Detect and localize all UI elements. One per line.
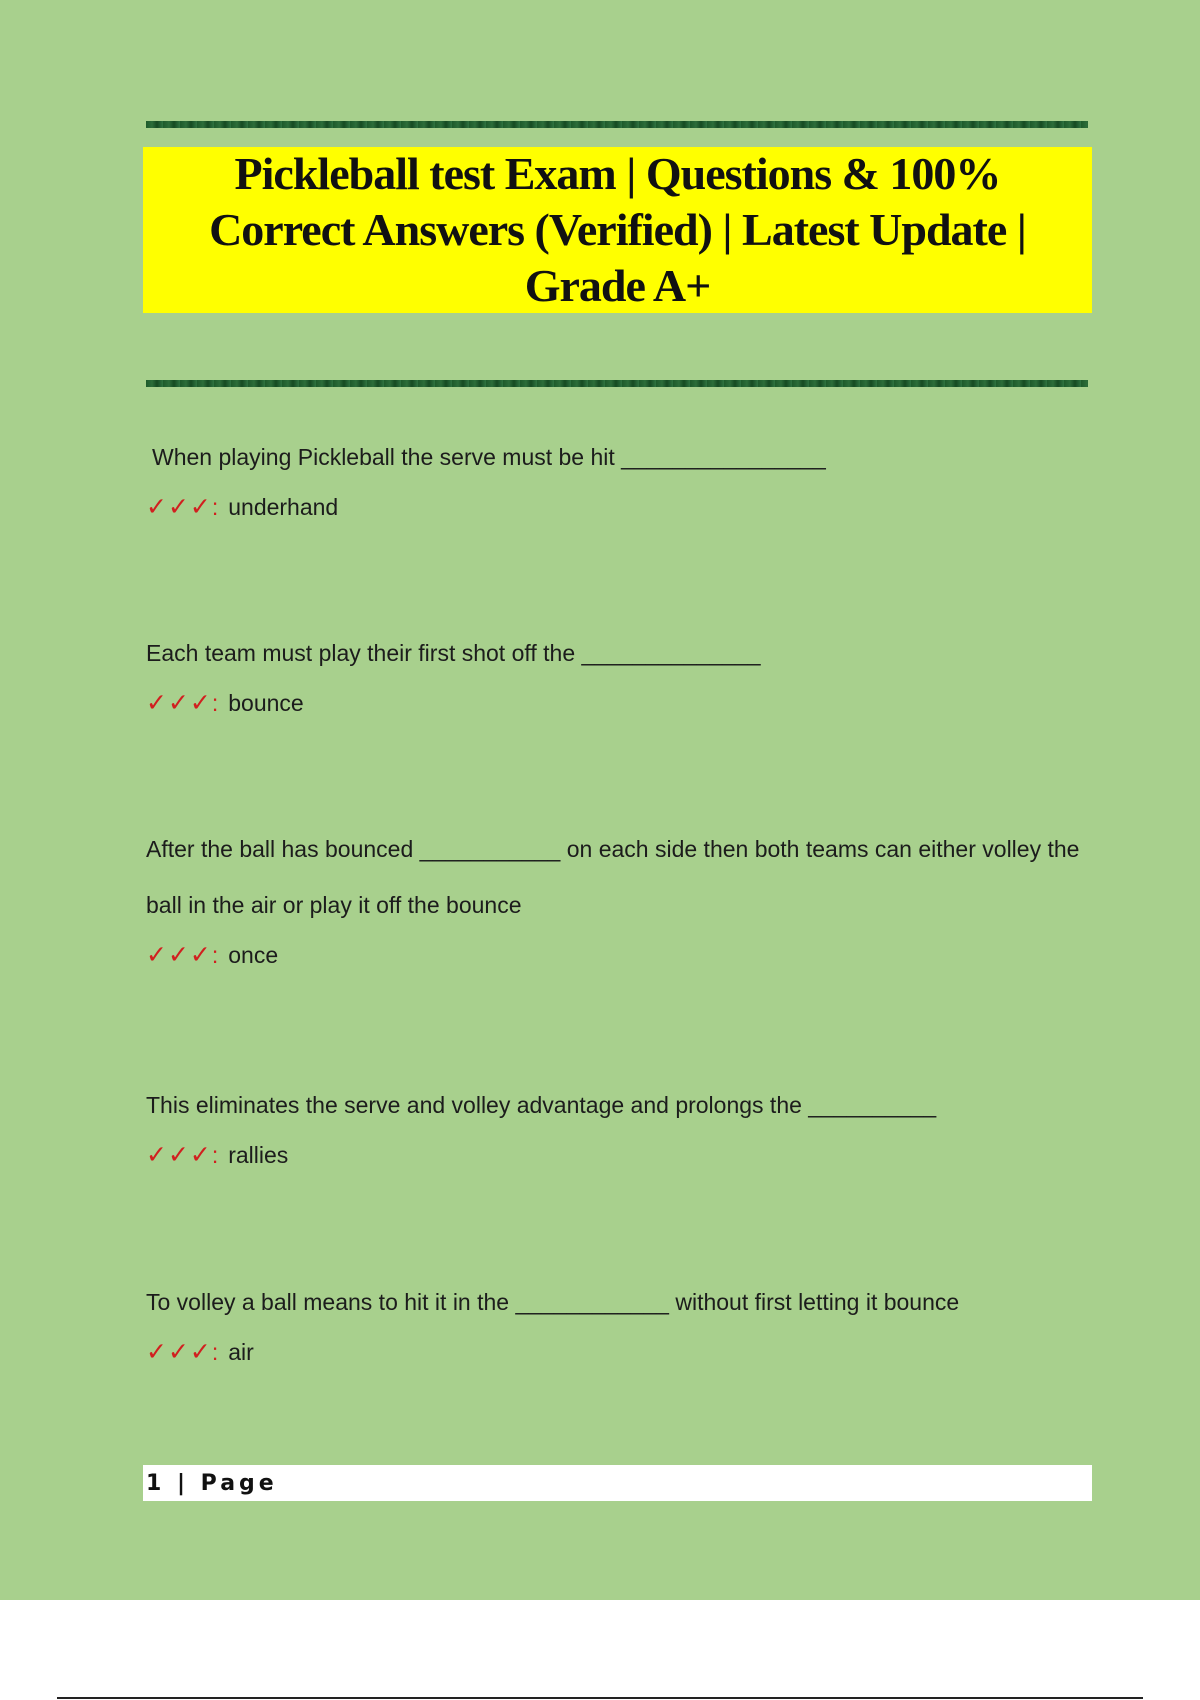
check-marks-icon: ✓✓✓ bbox=[146, 1140, 212, 1169]
answer-line bbox=[146, 687, 1096, 719]
answer-text: bounce bbox=[228, 690, 304, 716]
answer-text: air bbox=[228, 1339, 254, 1365]
answer-colon: : bbox=[211, 942, 219, 968]
answer-text: rallies bbox=[228, 1142, 289, 1168]
answer-line bbox=[146, 939, 1096, 971]
answer-colon: : bbox=[211, 690, 219, 716]
qa-item-4 bbox=[146, 1077, 1096, 1171]
check-marks-icon: ✓✓✓ bbox=[146, 940, 212, 969]
next-page-divider bbox=[57, 1697, 1143, 1699]
title-banner bbox=[143, 147, 1092, 313]
document-title: Pickleball test Exam | Questions & 100% Correct Answers (Verified) | Latest Update | Grade A+ bbox=[209, 148, 1026, 311]
page-footer bbox=[143, 1465, 1092, 1501]
check-marks-icon: ✓✓✓ bbox=[146, 1337, 212, 1366]
question-text: After the ball has bounced ___________ on each side then both teams can either volley the ball in the air or play it off the bounce bbox=[146, 836, 1080, 918]
qa-item-3 bbox=[146, 821, 1096, 971]
answer-line bbox=[146, 1139, 1096, 1171]
qa-item-1 bbox=[146, 429, 1096, 523]
answer-text: once bbox=[228, 942, 279, 968]
check-marks-icon: ✓✓✓ bbox=[146, 688, 212, 717]
check-marks-icon: ✓✓✓ bbox=[146, 492, 212, 521]
answer-colon: : bbox=[211, 1339, 219, 1365]
bottom-decorative-rule bbox=[146, 380, 1088, 387]
question-text: This eliminates the serve and volley advantage and prolongs the __________ bbox=[146, 1092, 937, 1118]
question-text: To volley a ball means to hit it in the ____________ without first letting it bounce bbox=[146, 1289, 960, 1315]
qa-item-2 bbox=[146, 625, 1096, 719]
question-text: Each team must play their first shot off the ______________ bbox=[146, 640, 761, 666]
answer-line bbox=[146, 491, 1096, 523]
qa-item-5 bbox=[146, 1274, 1096, 1368]
answer-colon: : bbox=[211, 1142, 219, 1168]
page-number: 1 | Page bbox=[146, 1470, 278, 1496]
top-decorative-rule bbox=[146, 121, 1088, 128]
question-text: When playing Pickleball the serve must be hit ________________ bbox=[152, 444, 826, 470]
answer-line bbox=[146, 1336, 1096, 1368]
answer-colon: : bbox=[211, 494, 219, 520]
answer-text: underhand bbox=[228, 494, 339, 520]
